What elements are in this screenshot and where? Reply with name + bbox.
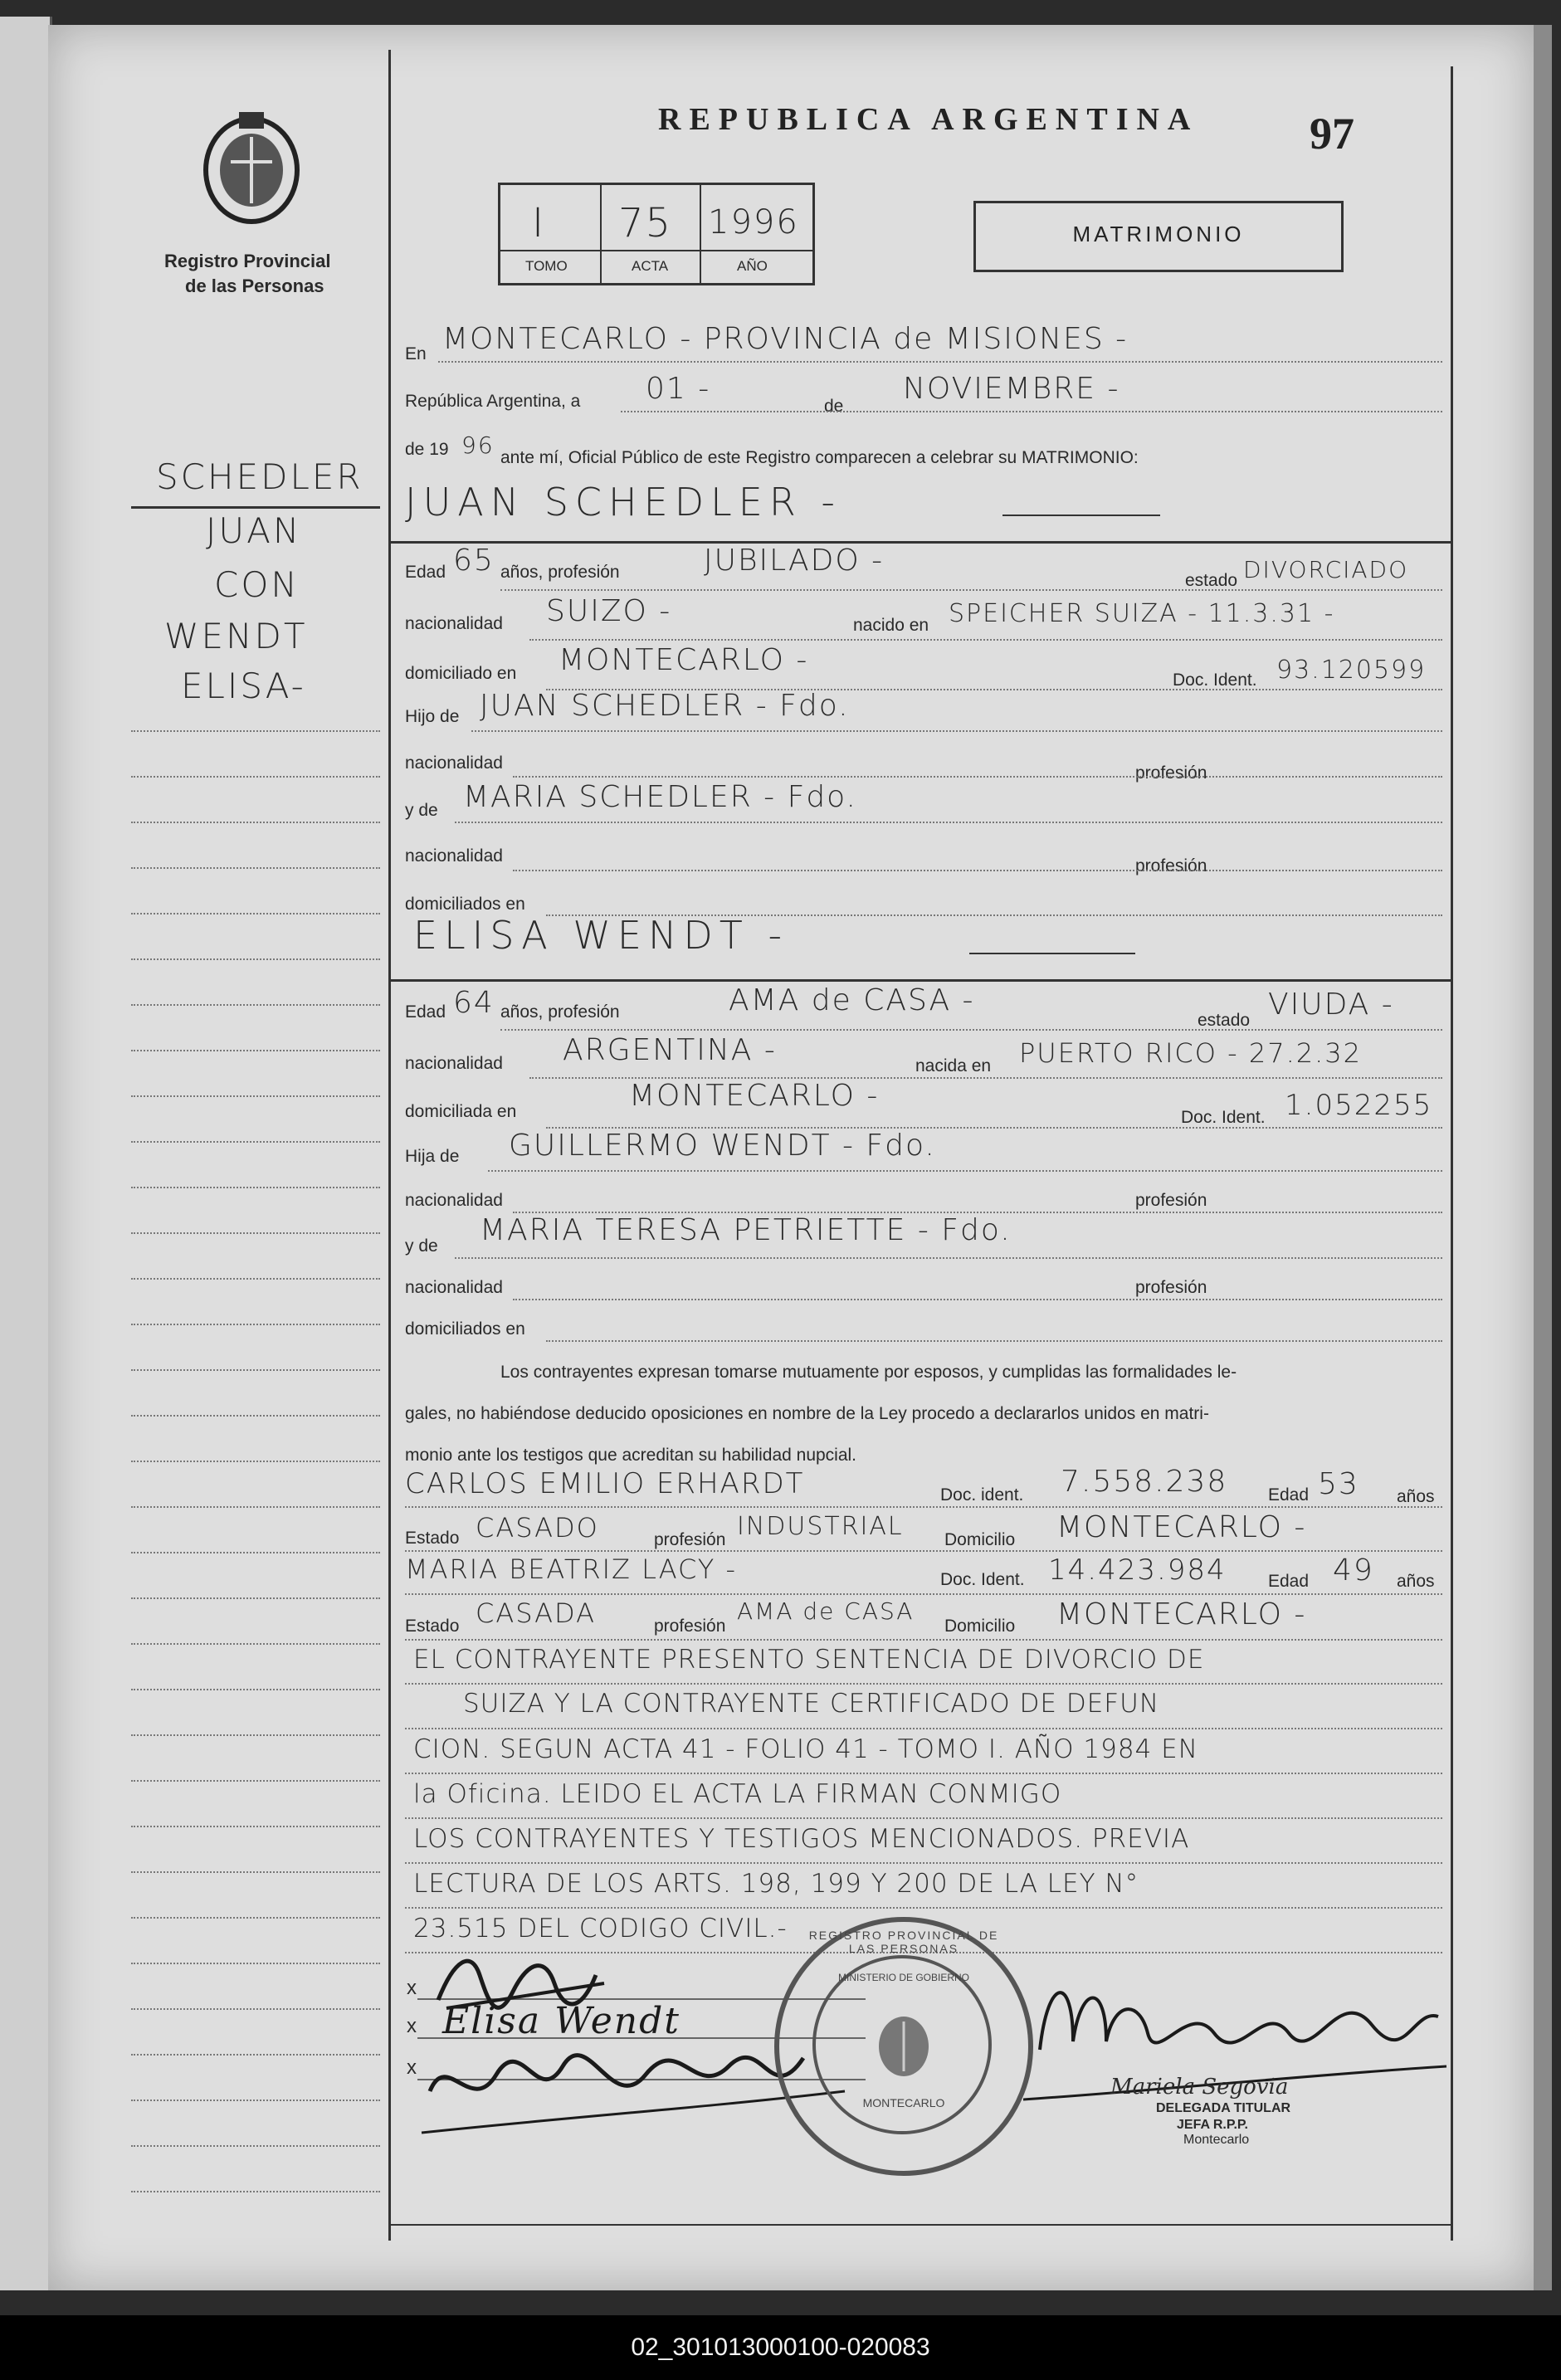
groom-prof3-label: profesión: [1135, 856, 1207, 875]
groom-hijo-label: Hijo de: [405, 707, 460, 726]
bride-doc-label: Doc. Ident.: [1181, 1108, 1266, 1127]
tomo-label: TOMO: [525, 258, 568, 274]
margin-line-2: JUAN: [206, 510, 302, 551]
note-line-6: LECTURA DE LOS ARTS. 198, 199 Y 200 DE LA LEY N°: [413, 1869, 1139, 1899]
folio-number: 97: [1310, 109, 1354, 159]
witness1-estado-label: Estado: [405, 1529, 460, 1548]
bride-domicile: MONTECARLO -: [629, 1079, 880, 1113]
witness2-estado-label: Estado: [405, 1617, 460, 1636]
officer-name: Mariela Segovia: [1110, 2075, 1289, 2100]
bride-domiciliada-label: domiciliada en: [405, 1102, 517, 1121]
groom-anos-label: años, profesión: [500, 563, 620, 582]
witness1-edad-label: Edad: [1268, 1485, 1310, 1505]
x-mark-3: x: [407, 2056, 417, 2079]
bride-anos-label: años, profesión: [500, 1002, 620, 1022]
groom-nacido-label: nacido en: [853, 616, 929, 635]
witness2-anos-label: años: [1397, 1572, 1435, 1591]
bride-nac2-label: nacionalidad: [405, 1191, 503, 1210]
stamp-emblem-icon: [875, 2013, 933, 2080]
record-number-box: [498, 183, 815, 285]
bride-father: GUILLERMO WENDT - Fdo.: [509, 1129, 936, 1163]
statement-line2: gales, no habiéndose deducido oposiciones en nombre de la Ley procedo a declararlos unidos en matri-: [405, 1404, 1209, 1423]
witness1-age: 53: [1318, 1467, 1359, 1501]
bride-nac3-label: nacionalidad: [405, 1278, 503, 1297]
bride-edad-label: Edad: [405, 1002, 446, 1022]
groom-section-rule: [390, 541, 1451, 544]
bride-age: 64: [453, 986, 495, 1020]
margin-line-4: WENDT: [164, 616, 308, 656]
bride-yde-label: y de: [405, 1236, 438, 1256]
bride-name: ELISA WENDT -: [413, 913, 789, 958]
de-label: de: [824, 397, 844, 416]
country-title: REPUBLICA ARGENTINA: [658, 102, 1199, 137]
groom-mother: MARIA SCHEDLER - Fdo.: [463, 780, 858, 814]
groom-domiciliados-label: domiciliados en: [405, 895, 525, 914]
groom-birthplace: SPEICHER SUIZA - 11.3.31 -: [949, 599, 1335, 628]
margin-rule: [388, 50, 391, 2241]
x-mark-1: x: [407, 1977, 417, 1999]
register-page: [48, 25, 1534, 2290]
bride-prof2-label: profesión: [1135, 1191, 1207, 1210]
groom-age: 65: [453, 544, 495, 578]
office-line1: Registro Provincial: [164, 251, 331, 271]
year-prefix: de 19: [405, 440, 449, 459]
bride-estado: VIUDA -: [1268, 988, 1394, 1022]
witness1-domicilio-label: Domicilio: [944, 1530, 1016, 1549]
witness2-doc-label: Doc. Ident.: [940, 1570, 1025, 1589]
month-value: NOVIEMBRE -: [903, 372, 1120, 406]
note-line-5: LOS CONTRAYENTES Y TESTIGOS MENCIONADOS. PREVIA: [413, 1824, 1190, 1854]
bride-birthplace: PUERTO RICO - 27.2.32: [1019, 1037, 1362, 1069]
bride-nationality: ARGENTINA -: [563, 1033, 777, 1067]
groom-nac2-label: nacionalidad: [405, 754, 503, 773]
office-line2: de las Personas: [185, 276, 324, 296]
witness2-profesion-label: profesión: [654, 1617, 726, 1636]
groom-doc-label: Doc. Ident.: [1173, 671, 1257, 690]
place-value: MONTECARLO - PROVINCIA de MISIONES -: [442, 322, 1129, 356]
ano-label: AÑO: [737, 258, 768, 274]
groom-domicile: MONTECARLO -: [559, 643, 809, 677]
note-line-1: EL CONTRAYENTE PRESENTO SENTENCIA DE DIVORCIO DE: [413, 1645, 1205, 1675]
note-line-2: SUIZA Y LA CONTRAYENTE CERTIFICADO DE DEFUN: [463, 1689, 1160, 1719]
bride-mother: MARIA TERESA PETRIETTE - Fdo.: [480, 1213, 1012, 1247]
bottom-rule: [390, 2224, 1451, 2226]
witness2-domicile: MONTECARLO -: [1056, 1597, 1307, 1631]
bride-doc: 1.052255: [1285, 1089, 1433, 1122]
statement-line3: monio ante los testigos que acreditan su habilidad nupcial.: [405, 1446, 857, 1465]
witness1-anos-label: años: [1397, 1487, 1435, 1506]
bride-estado-label: estado: [1198, 1011, 1251, 1030]
statement-line1: Los contrayentes expresan tomarse mutuamente por esposos, y cumplidas las formalidades le-: [500, 1363, 1237, 1382]
year-suffix: 96: [461, 432, 495, 459]
acta-label: ACTA: [632, 258, 669, 274]
note-line-3: CION. SEGUN ACTA 41 - FOLIO 41 - TOMO I. AÑO 1984 EN: [413, 1734, 1198, 1764]
witness2-estado: CASADA: [476, 1597, 596, 1629]
note-line-4: la Oficina. LEIDO EL ACTA LA FIRMAN CONMIGO: [413, 1779, 1062, 1809]
bride-hija-label: Hija de: [405, 1147, 460, 1166]
groom-domiciliado-label: domiciliado en: [405, 664, 517, 683]
day-value: 01 -: [646, 372, 711, 406]
witness1-profession: INDUSTRIAL: [737, 1512, 904, 1541]
witness1-name: CARLOS EMILIO ERHARDT: [405, 1467, 805, 1500]
bride-domiciliados-label: domiciliados en: [405, 1319, 525, 1339]
groom-edad-label: Edad: [405, 563, 446, 582]
right-rule: [1451, 66, 1453, 2241]
en-label: En: [405, 344, 427, 363]
note-line-7: 23.515 DEL CODIGO CIVIL.-: [413, 1914, 788, 1944]
ano-value: 1996: [708, 203, 799, 241]
bride-nacionalidad-label: nacionalidad: [405, 1054, 503, 1073]
groom-name: JUAN SCHEDLER -: [405, 480, 842, 524]
witness2-domicilio-label: Domicilio: [944, 1617, 1016, 1636]
compare-text: ante mí, Oficial Público de este Registro comparecen a celebrar su MATRIMONIO:: [500, 448, 1139, 467]
bride-section-rule: [390, 979, 1451, 982]
bride-signature: Elisa Wendt: [442, 2000, 680, 2042]
witness1-profesion-label: profesión: [654, 1530, 726, 1549]
margin-line-1: SCHEDLER: [156, 456, 363, 497]
stamp-city: MONTECARLO: [862, 2096, 945, 2109]
witness2-name: MARIA BEATRIZ LACY -: [405, 1553, 738, 1585]
x-mark-2: x: [407, 2015, 417, 2037]
witness1-estado: CASADO: [476, 1512, 599, 1544]
acta-value: 75: [618, 200, 673, 246]
previous-page-edge: [0, 17, 52, 2290]
witness1-doc: 7.558.238: [1061, 1465, 1228, 1499]
bride-prof3-label: profesión: [1135, 1278, 1207, 1297]
margin-line-3: CON: [214, 564, 300, 605]
officer-title-2: JEFA R.P.P.: [1177, 2118, 1248, 2132]
record-type: MATRIMONIO: [1072, 222, 1245, 246]
image-caption: 02_301013000100-020083: [0, 2315, 1561, 2380]
witness2-profession: AMA de CASA: [737, 1597, 915, 1625]
provincial-emblem-icon: [198, 104, 305, 228]
margin-line-5: ELISA-: [181, 666, 306, 706]
groom-yde-label: y de: [405, 801, 438, 820]
groom-father: JUAN SCHEDLER - Fdo.: [480, 689, 850, 723]
republica-label: República Argentina, a: [405, 392, 581, 411]
witness2-age: 49: [1333, 1553, 1374, 1587]
margin-underline: [131, 506, 380, 509]
groom-nac3-label: nacionalidad: [405, 846, 503, 866]
witness1-doc-label: Doc. ident.: [940, 1485, 1024, 1505]
groom-estado-label: estado: [1185, 571, 1238, 590]
groom-profession: JUBILADO -: [704, 544, 885, 578]
witness1-domicile: MONTECARLO -: [1056, 1510, 1307, 1544]
officer-title-1: DELEGADA TITULAR: [1156, 2101, 1291, 2115]
bride-profession: AMA de CASA -: [729, 983, 975, 1017]
tomo-value: I: [532, 200, 546, 246]
bride-nacida-label: nacida en: [915, 1056, 992, 1075]
stamp-text: REGISTRO PROVINCIAL DE LAS PERSONAS: [808, 1929, 999, 1955]
record-type-box: [973, 201, 1344, 272]
officer-title-3: Montecarlo: [1183, 2133, 1250, 2147]
stamp-inner: MINISTERIO DE GOBIERNO: [837, 1972, 969, 1983]
witness2-doc: 14.423.984: [1048, 1553, 1227, 1587]
witness2-edad-label: Edad: [1268, 1572, 1310, 1591]
groom-doc: 93.120599: [1276, 656, 1427, 685]
official-stamp: [774, 1917, 1033, 2176]
groom-prof2-label: profesión: [1135, 763, 1207, 783]
groom-estado: DIVORCIADO: [1243, 556, 1409, 583]
groom-nationality: SUIZO -: [546, 594, 672, 628]
groom-nacionalidad-label: nacionalidad: [405, 614, 503, 633]
